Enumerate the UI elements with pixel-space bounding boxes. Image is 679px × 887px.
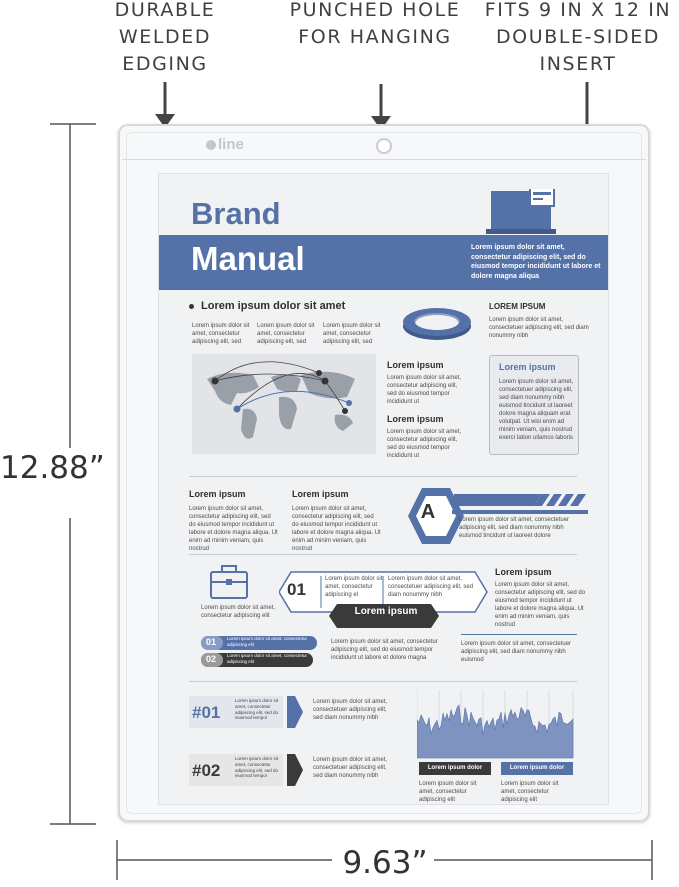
arrow-down-icon: [152, 80, 178, 130]
map-text: Lorem ipsum dolor sit amet, consectetur adipiscing elit, sed do eiusmod tempor incididunt ut: [387, 429, 462, 459]
number-block-small: Lorem ipsum dolor sit amet, consectetur adipiscing elit, sed do eiusmod tempor: [235, 756, 279, 779]
callout-edging: [100, 0, 230, 78]
callout-hole: [270, 0, 480, 51]
accent-line: [461, 634, 577, 635]
logo-text: line: [218, 136, 244, 153]
callout-insert: [478, 0, 678, 78]
callout-line: WELDED: [118, 26, 212, 48]
pill-number: 01: [206, 637, 217, 647]
ring-chart-icon: [401, 304, 475, 348]
chart-text: Lorem ipsum dolor sit amet, consectetur adipiscing elit: [501, 781, 559, 803]
map-heading: Lorem ipsum: [387, 360, 444, 370]
column-text: Lorem ipsum dolor sit amet, consectetur adipiscing elit, sed: [192, 323, 250, 345]
map-text: Lorem ipsum dolor sit amet, consectetur adipiscing elit, sed do eiusmod tempor incididunt ut: [387, 375, 462, 405]
divider: [189, 554, 577, 555]
width-label: 9.63”: [342, 845, 428, 881]
height-label: 12.88”: [0, 450, 105, 486]
number-block-small: Lorem ipsum dolor sit amet, consectetur adipiscing elit, sed do eiusmod tempor: [235, 698, 279, 721]
world-map-icon: [197, 357, 373, 452]
right-heading: Lorem ipsum: [495, 567, 552, 577]
hex-text: Lorem ipsum dolor sit amet, consectetuer adipiscing elit, sed diam nonummy nibh euismod tincidunt ut laoreet dolore: [459, 517, 570, 539]
ring-text: Lorem ipsum dolor sit amet, consectetuer adipiscing elit, sed diam nonummy nibh: [489, 317, 589, 339]
callout-line: INSERT: [539, 53, 617, 75]
mid-heading: Lorem ipsum: [292, 489, 349, 499]
banner-text: Lorem ipsum dolor sit amet, consectetur adipiscing elit, sed do eiusmod tempor incididunt ut labore et dolore magna aliqua: [471, 244, 601, 280]
title-brand: Brand: [191, 196, 281, 231]
hanging-hole: [376, 138, 392, 154]
top-weld-line: [122, 159, 646, 160]
pill-number: 02: [206, 654, 217, 664]
pill-mid-text: Lorem ipsum dolor sit amet, consectetur adipiscing elit, sed do eiusmod tempor incididunt ut labore et dolore magna: [331, 639, 438, 661]
briefcase-icon: [209, 564, 249, 600]
ring-title: LOREM IPSUM: [489, 302, 546, 311]
area-chart: [417, 688, 575, 760]
map-heading: Lorem ipsum: [387, 414, 444, 424]
right-text: Lorem ipsum dolor sit amet, consectetur adipiscing elit, sed do eiusmod tempor incididunt ut labore et dolore magna aliqua. Ut enim ad minim veniam, quis nostrud: [495, 582, 586, 628]
number-block-text: Lorem ipsum dolor sit amet, consectetuer adipiscing elit, sed diam nonummy nibh: [313, 699, 388, 721]
pill-right-text: Lorem ipsum dolor sit amet, consectetuer adipiscing elit, sed diam nonummy nibh euismod: [461, 641, 572, 663]
callout-line: DURABLE: [114, 0, 216, 21]
hex-letter: A: [420, 501, 436, 523]
column-text: Lorem ipsum dolor sit amet, consectetur adipiscing elit, sed: [257, 323, 315, 345]
callout-line: DOUBLE-SIDED: [495, 26, 661, 48]
pill-text: Lorem ipsum dolor sit amet, consectetur adipiscing elit: [227, 653, 308, 664]
insert-sheet: [158, 173, 609, 805]
step-number: 01: [287, 580, 306, 599]
callout-line: FITS 9 IN X 12 IN: [484, 0, 672, 21]
callout-line: PUNCHED HOLE: [289, 0, 461, 21]
callout-line: FOR HANGING: [298, 26, 452, 48]
mid-text: Lorem ipsum dolor sit amet, consectetur adipiscing elit, sed do eiusmod tempor incididunt ut labore et dolore magna aliqua. Ut enim ad minim veniam, quis nostrud: [292, 506, 381, 552]
number-block-text: Lorem ipsum dolor sit amet, consectetuer adipiscing elit, sed diam nonummy nibh: [313, 757, 388, 779]
step-text: Lorem ipsum dolor sit amet, consectetur adipiscing el: [325, 576, 383, 598]
area-series: [417, 705, 573, 758]
divider: [189, 681, 577, 682]
step-label: Lorem ipsum: [354, 606, 418, 617]
info-box-title: Lorem ipsum: [499, 362, 556, 372]
divider: [189, 476, 577, 477]
chart-text: Lorem ipsum dolor sit amet, consectetur adipiscing elit: [419, 781, 477, 803]
section-heading: Lorem ipsum dolor sit amet: [201, 300, 346, 312]
number-block-label: #01: [192, 703, 221, 722]
laptop-icon: [486, 189, 562, 239]
bullet-dot: [189, 304, 194, 309]
brand-logo: [206, 136, 244, 153]
chevron-right-icon: [287, 696, 305, 728]
column-text: Lorem ipsum dolor sit amet, consectetur adipiscing elit, sed: [323, 323, 381, 345]
pill-text: Lorem ipsum dolor sit amet, consectetur adipiscing elit: [227, 636, 308, 647]
callout-line: EDGING: [122, 53, 208, 75]
chart-label: Lorem ipsum dolor: [501, 762, 573, 775]
chart-label: Lorem ipsum dolor: [419, 762, 491, 775]
mid-heading: Lorem ipsum: [189, 489, 246, 499]
logo-dot-icon: [206, 140, 216, 150]
number-block-label: #02: [192, 761, 221, 780]
chevron-right-icon: [287, 754, 305, 786]
info-box-text: Lorem ipsum dolor sit amet, consectetuer adipiscing elit, sed diam nonummy nibh euismod tincidunt ut laoreet dolore magna aliquam erat volutpat. Ut wisi enim ad minim veniam, quis nostrud exerci tation ullamco laboris: [499, 379, 574, 441]
step-text: Lorem ipsum dolor sit amet, consectetuer adipiscing elit, sed diam nonummy nibh: [388, 576, 474, 598]
briefcase-text: Lorem ipsum dolor sit amet, consectetur adipiscing elit: [201, 605, 276, 619]
mid-text: Lorem ipsum dolor sit amet, consectetur adipiscing elit, sed do eiusmod tempor incididunt ut labore et dolore magna aliqua. Ut enim ad minim veniam, quis nostrud: [189, 506, 278, 552]
title-manual: Manual: [191, 240, 305, 277]
